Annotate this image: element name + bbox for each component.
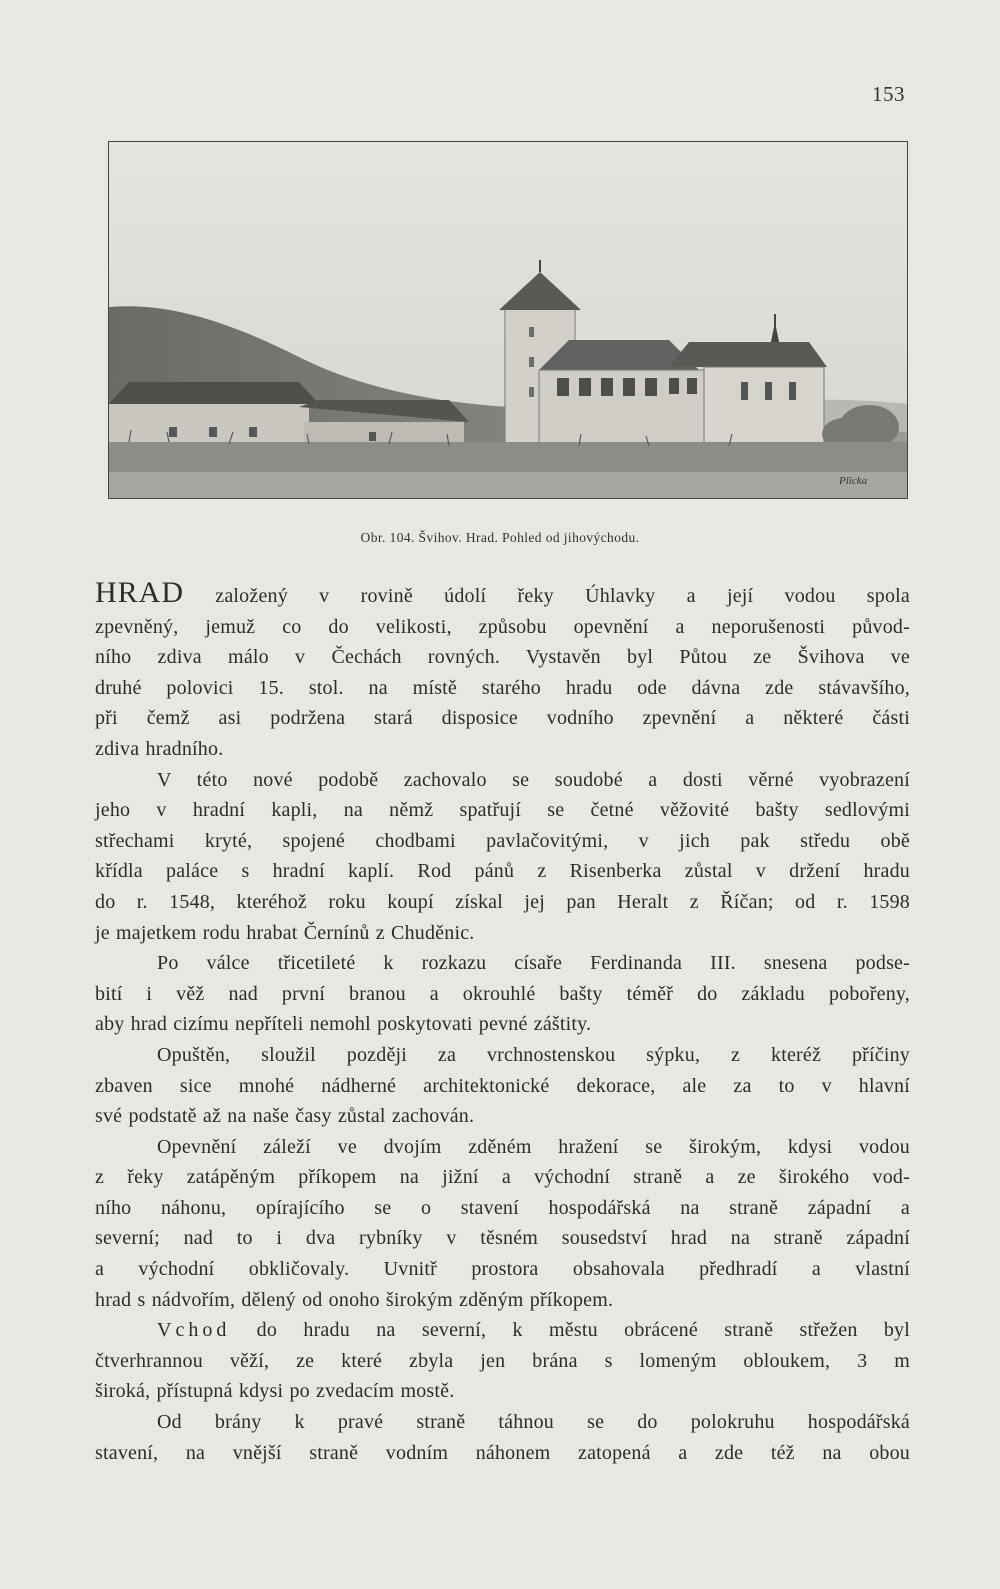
text-line: Opevnění záleží ve dvojím zděném hražení se širokým, kdysi vodou [157, 1135, 910, 1158]
text-line: Od brány k pravé straně táhnou se do polokruhu hospodářská [157, 1411, 910, 1434]
text-line: bití i věž nad první branou a okrouhlé bašty téměř do základu pobořeny, [95, 982, 910, 1005]
text-line: do r. 1548, kteréhož roku koupí získal jej pan Heralt z Říčan; od r. 1598 [95, 890, 910, 913]
chapel-roof [669, 342, 827, 367]
text-line: široká, přístupná kdysi po zvedacím mostě. [95, 1380, 455, 1403]
paragraph-5 [95, 1132, 910, 1316]
body-text [95, 578, 910, 1468]
text-line: při čemž asi podržena stará disposice vodního zpevnění a některé části [95, 707, 910, 730]
chapel [704, 367, 824, 452]
text-line: zdiva hradního. [95, 737, 224, 760]
text-line: druhé polovici 15. stol. na místě starého hradu ode dávna zde stávavšího, [95, 676, 910, 699]
paragraph-4 [95, 1040, 910, 1132]
paragraph-2 [95, 765, 910, 949]
castle-photograph [108, 141, 908, 499]
text-line: zpevněný, jemuž co do velikosti, způsobu opevnění a neporušenosti původ- [95, 615, 910, 638]
farm-roof-left [109, 382, 319, 404]
text-line: jeho v hradní kapli, na němž spatřují se četné věžovité bašty sedlovými [95, 799, 910, 822]
paragraph-1 [95, 578, 910, 765]
text-line: střechami kryté, spojené chodbami pavlačovitými, v jich pak středu obě [95, 829, 910, 852]
paragraph-7 [95, 1407, 910, 1468]
text-line: Opuštěn, sloužil později za vrchnostenskou sýpku, z kteréž příčiny [157, 1043, 910, 1066]
text-line: do hradu na severní, k městu obrácené straně střežen byl [230, 1319, 910, 1342]
paragraph-3 [95, 948, 910, 1040]
text-line: z řeky zatápěným příkopem na jižní a východní straně a ze širokého vod- [95, 1166, 910, 1189]
text-line: založený v rovině údolí řeky Úhlavky a její vodou spola [184, 585, 910, 607]
paragraph-6 [95, 1315, 910, 1407]
text-line: křídla paláce s hradní kaplí. Rod pánů z Risenberka zůstal v držení hradu [95, 860, 910, 883]
text-line: ního náhonu, opírajícího se o stavení hospodářská na straně západní a [95, 1196, 910, 1219]
text-line: aby hrad cizímu nepříteli nemohl poskytovati pevné záštity. [95, 1013, 592, 1036]
text-line: severní; nad to i dva rybníky v těsném sousedství hrad na straně západní [95, 1227, 910, 1250]
spaced-word: Vchod [157, 1319, 231, 1342]
artist-signature: Plicka [839, 475, 868, 487]
page-number: 153 [872, 82, 905, 106]
text-line: stavení, na vnější straně vodním náhonem zatopená a zde též na obou [95, 1441, 910, 1464]
text-line: ního zdiva málo v Čechách rovných. Vystavěn byl Půtou ze Švihova ve [95, 646, 910, 669]
text-line: zbaven sice mnohé nádherné architektonické dekorace, ale za to v hlavní [95, 1074, 910, 1097]
text-line: čtverhrannou věží, ze které zbyla jen brána s lomeným obloukem, 3 m [95, 1349, 910, 1372]
text-line: V této nové podobě zachovalo se soudobé a dosti věrné vyobrazení [157, 768, 910, 791]
text-line: a východní obkličovaly. Uvnitř prostora obsahovala předhradí a vlastní [95, 1258, 910, 1281]
text-line: Po válce třicetileté k rozkazu císaře Ferdinanda III. snesena podse- [157, 952, 910, 975]
text-line: hrad s nádvořím, dělený od onoho širokým zděným příkopem. [95, 1288, 614, 1311]
castle-photo-illustration [109, 142, 908, 499]
text-line: je majetkem rodu hrabat Černínů z Chuděnic. [95, 921, 475, 944]
text-line: své podstatě až na naše časy zůstal zachován. [95, 1105, 475, 1128]
lead-word: HRAD [95, 576, 185, 609]
figure-caption: Obr. 104. Švihov. Hrad. Pohled od jihovýchodu. [360, 530, 640, 545]
